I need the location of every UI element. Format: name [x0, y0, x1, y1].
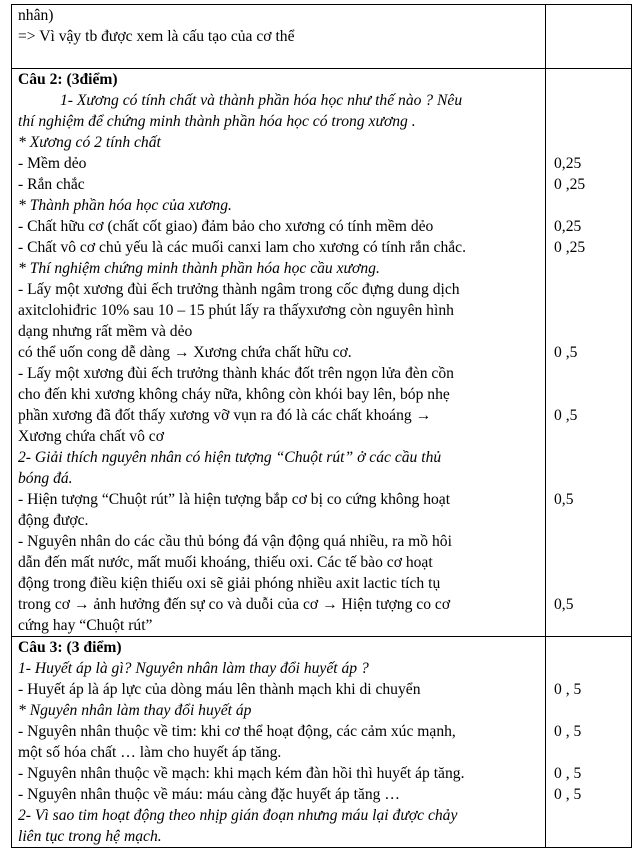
- score-value: [546, 805, 631, 826]
- text-line: nhân): [18, 7, 54, 24]
- text-line: 2- Vì sao tim hoạt động theo nhịp gián đoạn nhưng máu lại được chảy: [18, 807, 458, 824]
- text-line: - Mềm dẻo: [18, 155, 87, 172]
- score-value: 0 ,25: [554, 176, 586, 193]
- text-line: 1- Xương có tính chất và thành phần hóa học như thế nào ? Nêu: [60, 92, 463, 109]
- text-line: phần xương đã đốt thấy xương vỡ vụn ra đó là các chất khoáng →: [18, 407, 432, 424]
- score-value: [546, 195, 631, 216]
- text-line: 2- Giải thích nguyên nhân có hiện tượng “Chuột rút” ở các cầu thủ: [18, 449, 442, 466]
- score-value: 0 ,25: [554, 239, 586, 256]
- text-line: cứng hay “Chuột rút”: [18, 617, 153, 634]
- score-cell: [546, 637, 632, 848]
- score-value: 0 , 5: [554, 765, 582, 782]
- content-cell: [12, 5, 546, 69]
- score-value: [546, 363, 631, 384]
- text-line: bóng đá.: [18, 470, 73, 487]
- score-value: 0,25: [554, 155, 582, 172]
- score-value: [546, 447, 631, 468]
- text-line: - Chất vô cơ chủ yếu là các muối canxi lam cho xương có tính rắn chắc.: [18, 239, 466, 256]
- score-value: [546, 321, 631, 342]
- score-value: [546, 5, 631, 26]
- score-value: 0 , 5: [554, 786, 582, 803]
- table-row: [12, 5, 632, 69]
- text-line: axitclohiđric 10% sau 10 – 15 phút lấy ra thấyxương còn nguyên hình: [18, 302, 454, 319]
- text-line: - Nguyên nhân thuộc về tim: khi cơ thể hoạt động, các cảm xúc mạnh,: [18, 723, 456, 740]
- text-line: có thể uốn cong dễ dàng → Xương chứa chất hữu cơ.: [18, 344, 352, 361]
- score-value: [546, 510, 631, 531]
- score-value: [546, 552, 631, 573]
- text-line: liên tục trong hệ mạch.: [18, 828, 162, 845]
- score-value: [546, 531, 631, 552]
- score-value: [546, 615, 631, 636]
- text-line: thí nghiệm để chứng minh thành phần hóa học có trong xương .: [18, 113, 416, 130]
- text-line: - Nguyên nhân do các cầu thủ bóng đá vận động quá nhiều, ra mồ hôi: [18, 533, 452, 550]
- text-line: dạng nhưng rất mềm và dẻo: [18, 323, 193, 340]
- text-line: - Rắn chắc: [18, 176, 85, 193]
- text-line: Câu 3: (3 điểm): [18, 639, 122, 656]
- text-line: - Nguyên nhân thuộc về máu: máu càng đặc huyết áp tăng …: [18, 786, 400, 803]
- score-value: [546, 69, 631, 90]
- score-value: 0,25: [554, 218, 582, 235]
- text-line: - Lấy một xương đùi ếch trưởng thành ngâm trong cốc đựng dung dịch: [18, 281, 460, 298]
- score-value: [546, 90, 631, 111]
- text-line: 1- Huyết áp là gì? Nguyên nhân làm thay đổi huyết áp ?: [18, 660, 369, 677]
- text-line: Xương chứa chất vô cơ: [18, 428, 164, 445]
- score-value: [546, 700, 631, 721]
- score-value: [546, 637, 631, 658]
- score-value: [546, 26, 631, 47]
- score-cell: [546, 5, 632, 69]
- score-value: [546, 279, 631, 300]
- text-line: * Thí nghiệm chứng minh thành phần hóa học cầu xương.: [18, 260, 380, 277]
- text-line: - Huyết áp là áp lực của dòng máu lên thành mạch khi di chuyển: [18, 681, 421, 698]
- text-line: => Vì vậy tb được xem là cấu tạo của cơ thể: [18, 28, 295, 45]
- text-line: cho đến khi xương không cháy nữa, không còn khói bay lên, bóp nhẹ: [18, 386, 450, 403]
- score-value: 0,5: [554, 491, 574, 508]
- score-value: 0 , 5: [554, 723, 582, 740]
- score-value: [546, 132, 631, 153]
- text-line: Câu 2: (3điểm): [18, 71, 118, 88]
- text-line: - Chất hữu cơ (chất cốt giao) đảm bảo cho xương có tính mềm dẻo: [18, 218, 434, 235]
- text-line: - Lấy một xương đùi ếch trưởng thành khác đốt trên ngọn lửa đèn cồn: [18, 365, 454, 382]
- text-line: trong cơ → ảnh hưởng đến sự co và duỗi của cơ → Hiện tượng co cơ: [18, 596, 451, 613]
- score-value: [546, 384, 631, 405]
- score-value: [546, 468, 631, 489]
- score-cell: [546, 69, 632, 637]
- text-line: * Nguyên nhân làm thay đổi huyết áp: [18, 702, 252, 719]
- content-cell: [12, 69, 546, 637]
- score-value: 0 ,5: [554, 344, 578, 361]
- text-line: - Hiện tượng “Chuột rút” là hiện tượng bắp cơ bị co cứng không hoạt: [18, 491, 451, 508]
- text-line: động trong điều kiện thiếu oxi sẽ giải phóng nhiều axit lactic tích tụ: [18, 575, 441, 592]
- text-line: - Nguyên nhân thuộc về mạch: khi mạch kém đàn hồi thì huyết áp tăng.: [18, 765, 465, 782]
- score-value: [546, 300, 631, 321]
- score-value: 0 , 5: [554, 681, 582, 698]
- table-row: [12, 69, 632, 637]
- text-line: [12, 47, 545, 68]
- answer-key-table: [11, 4, 632, 848]
- score-value: [546, 658, 631, 679]
- score-value: [546, 47, 631, 68]
- score-value: [546, 573, 631, 594]
- text-line: * Xương có 2 tính chất: [18, 134, 161, 151]
- text-line: một số hóa chất … làm cho huyết áp tăng.: [18, 744, 282, 761]
- score-value: [546, 826, 631, 847]
- table-row: [12, 637, 632, 848]
- score-value: 0,5: [554, 596, 574, 613]
- score-value: [546, 111, 631, 132]
- content-cell: [12, 637, 546, 848]
- text-line: động được.: [18, 512, 89, 529]
- text-line: * Thành phần hóa học của xương.: [18, 197, 232, 214]
- score-value: [546, 742, 631, 763]
- text-line: dẫn đến mất nước, mất muối khoáng, thiếu oxi. Các tế bào cơ hoạt: [18, 554, 433, 571]
- score-value: [546, 426, 631, 447]
- score-value: [546, 258, 631, 279]
- score-value: 0 ,5: [554, 407, 578, 424]
